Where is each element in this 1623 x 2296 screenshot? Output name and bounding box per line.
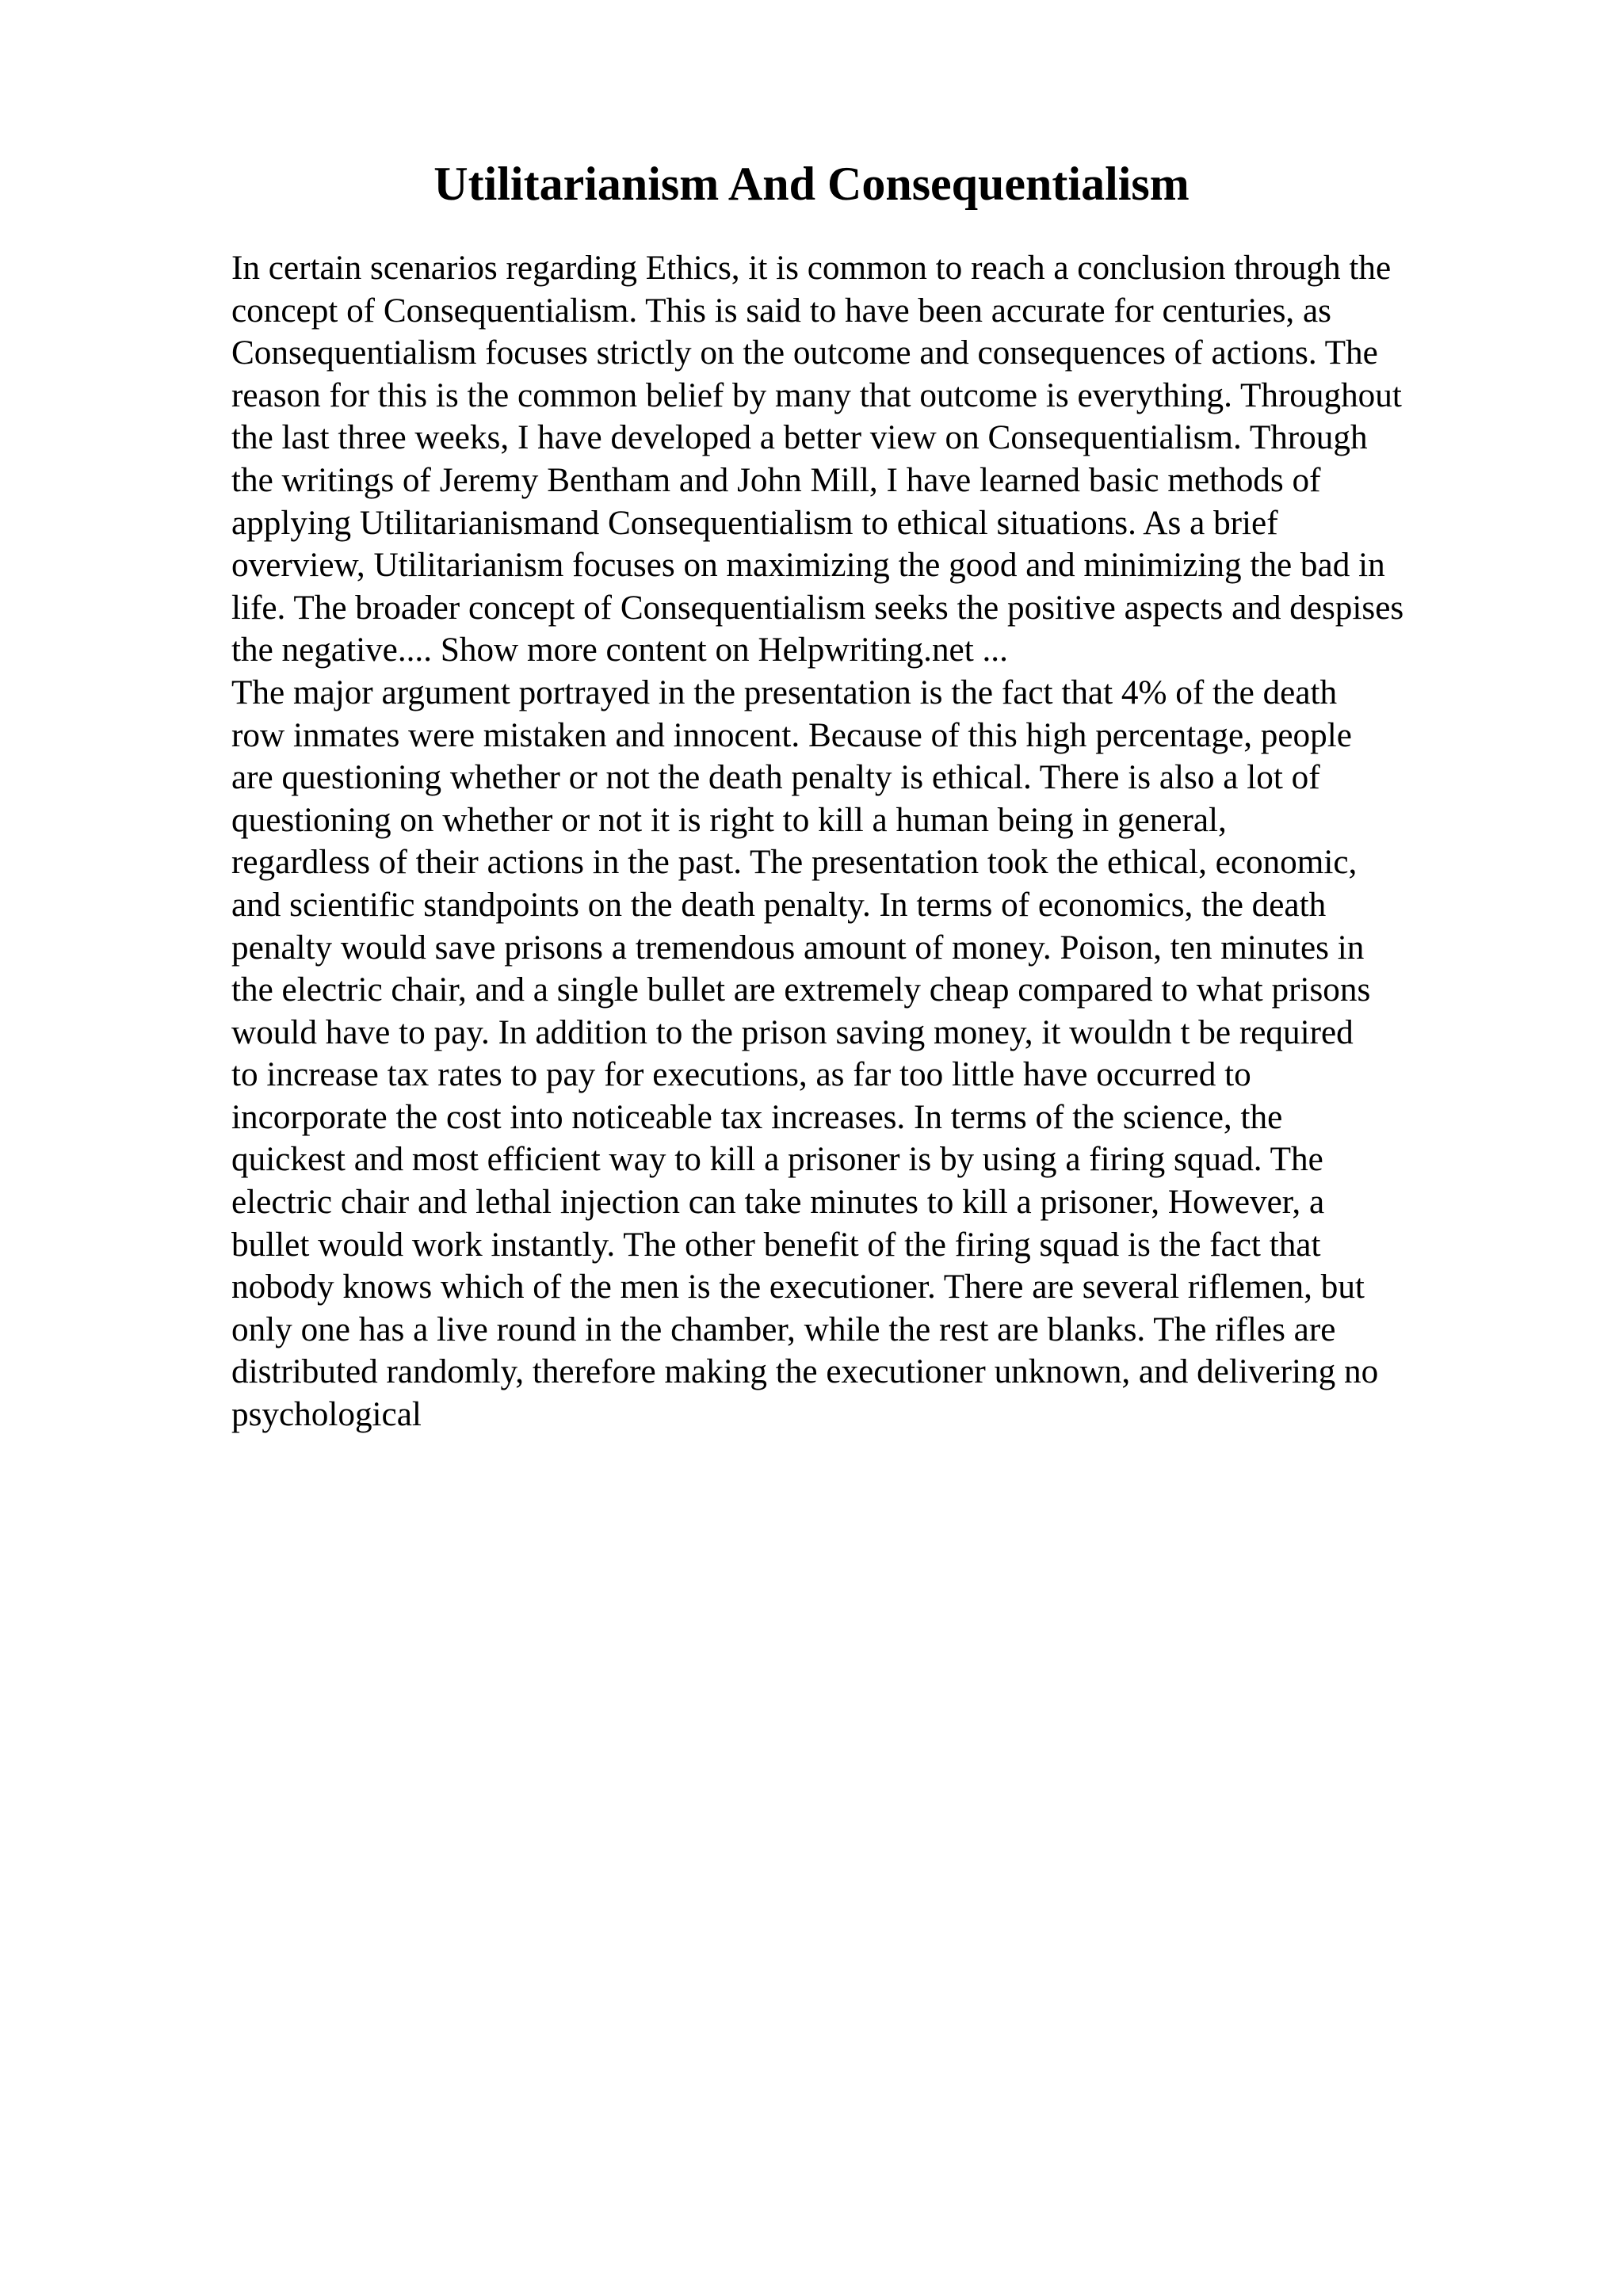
body-line: the electric chair, and a single bullet are extremely cheap compared to what prisons: [231, 971, 1371, 1009]
body-line: Consequentialism focuses strictly on the outcome and consequences of actions. The: [231, 334, 1378, 372]
document-body: [231, 247, 1515, 1436]
body-line: the writings of Jeremy Bentham and John Mill, I have learned basic methods of: [231, 461, 1321, 499]
body-line: row inmates were mistaken and innocent. Because of this high percentage, people: [231, 716, 1352, 754]
body-line: distributed randomly, therefore making the executioner unknown, and delivering no: [231, 1353, 1379, 1391]
body-line: applying Utilitarianismand Consequentialism to ethical situations. As a brief: [231, 504, 1278, 542]
body-line: The major argument portrayed in the presentation is the fact that 4% of the death: [231, 673, 1338, 711]
body-line: reason for this is the common belief by many that outcome is everything. Throughout: [231, 376, 1402, 414]
body-line: incorporate the cost into noticeable tax increases. In terms of the science, the: [231, 1098, 1283, 1136]
document-title: Utilitarianism And Consequentialism: [433, 158, 1190, 210]
body-line: penalty would save prisons a tremendous amount of money. Poison, ten minutes in: [231, 929, 1365, 967]
body-line: In certain scenarios regarding Ethics, it is common to reach a conclusion through the: [231, 250, 1392, 287]
body-line: nobody knows which of the men is the executioner. There are several riflemen, but: [231, 1268, 1365, 1306]
body-line: questioning on whether or not it is right to kill a human being in general,: [231, 801, 1227, 839]
body-line: electric chair and lethal injection can take minutes to kill a prisoner, However, a: [231, 1184, 1325, 1222]
body-line: regardless of their actions in the past. The presentation took the ethical, economic,: [231, 844, 1358, 882]
body-line: the last three weeks, I have developed a better view on Consequentialism. Through: [231, 419, 1368, 457]
body-line: psychological: [231, 1396, 422, 1434]
body-line: and scientific standpoints on the death penalty. In terms of economics, the death: [231, 886, 1327, 924]
body-line: quickest and most efficient way to kill a prisoner is by using a firing squad. The: [231, 1141, 1323, 1179]
body-line: would have to pay. In addition to the prison saving money, it wouldn t be required: [231, 1013, 1354, 1051]
body-line: life. The broader concept of Consequentialism seeks the positive aspects and despises: [231, 589, 1404, 627]
body-line: the negative.... Show more content on Helpwriting.net ...: [231, 631, 1008, 669]
body-line: only one has a live round in the chamber, while the rest are blanks. The rifles are: [231, 1310, 1336, 1348]
body-line: overview, Utilitarianism focuses on maximizing the good and minimizing the bad in: [231, 547, 1385, 585]
body-line: are questioning whether or not the death penalty is ethical. There is also a lot of: [231, 759, 1320, 797]
body-line: to increase tax rates to pay for executions, as far too little have occurred to: [231, 1056, 1251, 1094]
body-line: bullet would work instantly. The other benefit of the firing squad is the fact that: [231, 1226, 1321, 1264]
body-line: concept of Consequentialism. This is said to have been accurate for centuries, as: [231, 292, 1331, 330]
